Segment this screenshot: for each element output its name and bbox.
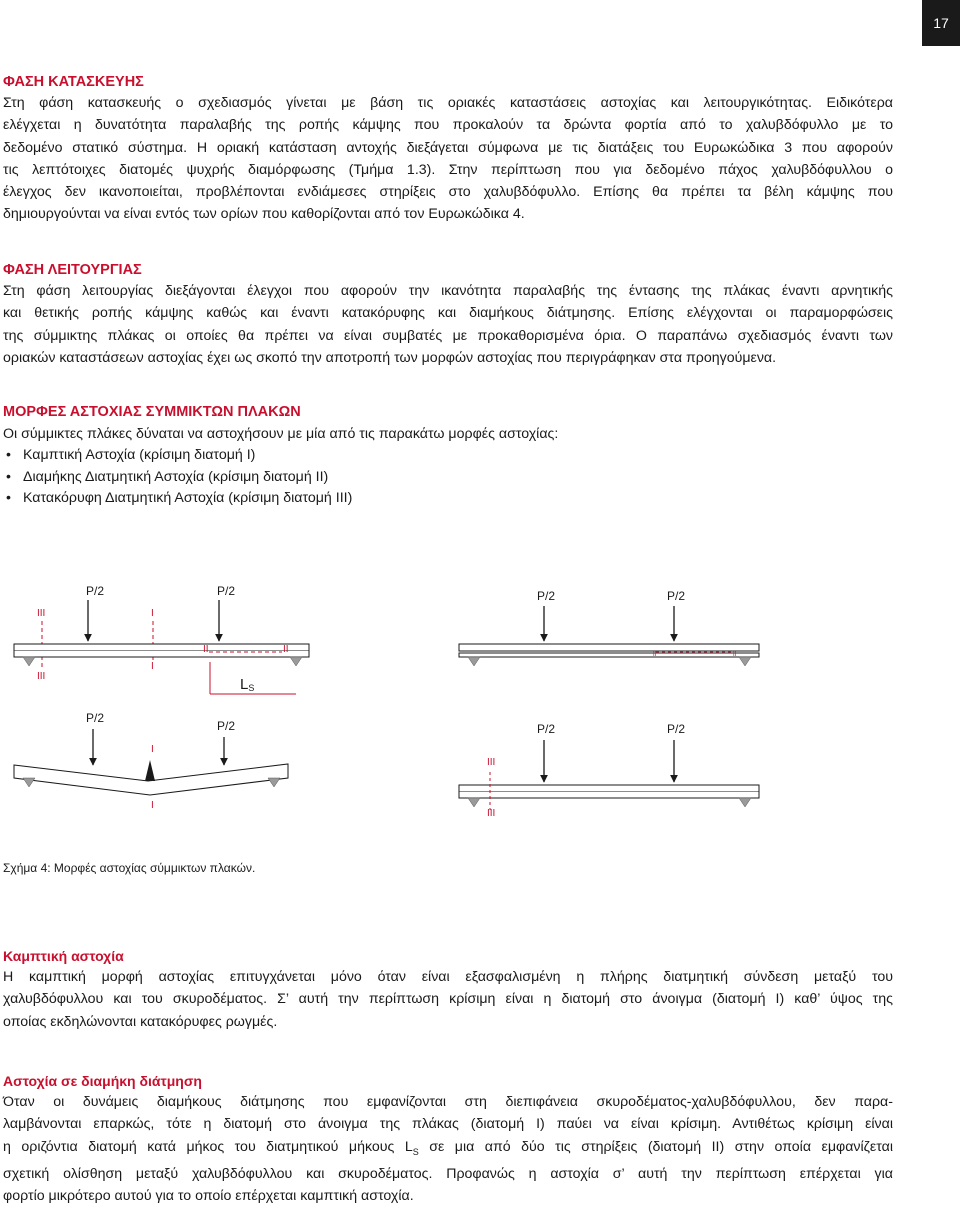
text-line: της σύμμικτης πλάκας οι οποίες θα πρέπει να είναι συμβατές με προκαθορισμένα όρια. Ο παραπάνω σχεδιασμός έναντι των [3, 327, 893, 344]
load-label: P/2 [217, 584, 236, 598]
text-line: τις λεπτότοιχες διατομές ψυχρής διαμόρφωσης (Τμήμα 1.3). Στην περίπτωση που για δεδομένο πάχος χαλυβδόφυλλου ο [3, 161, 893, 178]
text-line: χαλυβδόφυλλου και του σκυροδέματος. Σ’ αυτή την περίπτωση κρίσιμη είναι η διατομή στο άνοιγμα (διατομή Ι) καθ’ ύψος της [3, 991, 893, 1008]
section-label-i: I [151, 744, 154, 755]
section-label-iii: III [487, 808, 496, 819]
support [468, 657, 480, 666]
text-line: οριακών καταστάσεων αστοχίας έχει ως σκοπό την αποτροπή των μορφών αστοχίας που περιγράφηκαν στα προηγούμενα. [3, 349, 777, 366]
slab-upper [459, 644, 759, 651]
section-title-construction: ΦΑΣΗ ΚΑΤΑΣΚΕΥΗΣ [3, 74, 144, 90]
load-label: P/2 [217, 719, 236, 733]
support [290, 657, 302, 666]
section-title-failure-modes: ΜΟΡΦΕΣ ΑΣΤΟΧΙΑΣ ΣΥΜΜΙΚΤΩΝ ΠΛΑΚΩΝ [3, 404, 301, 420]
section-label-ii: II [203, 644, 209, 655]
section-label-ii: II [653, 652, 657, 658]
load-label: P/2 [537, 722, 556, 736]
support [23, 778, 35, 787]
text-line: δημιουργούνται να είναι εντός των ορίων που καθορίζονται από τον Ευρωκώδικα 4. [3, 206, 525, 223]
section-label-i: I [151, 800, 154, 811]
list-item: • Καμπτική Αστοχία (κρίσιμη διατομή Ι) [3, 445, 352, 467]
figure-caption: Σχήμα 4: Μορφές αστοχίας σύμμικτων πλακών. [3, 861, 256, 875]
diagram-critical-sections [14, 584, 309, 694]
text-line: ελέγχεται η δυνατότητα παραλαβής της ροπής κάμψης που προκαλούν τα δρώντα φορτία από το χαλυβδόφυλλο με το [3, 117, 893, 134]
support [739, 798, 751, 807]
section-title-longitudinal-shear: Αστοχία σε διαμήκη διάτμηση [3, 1073, 202, 1089]
flexural-crack [145, 760, 155, 781]
section-label-iii: III [37, 608, 46, 619]
text-line: Στη φάση κατασκευής ο σχεδιασμός γίνεται με βάση τις οριακές καταστάσεις αστοχίας και λειτουργικότητας. Ειδικότερα [3, 95, 893, 111]
load-label: P/2 [667, 589, 686, 603]
list-item: • Διαμήκης Διατμητική Αστοχία (κρίσιμη διατομή ΙΙ) [3, 467, 352, 489]
shear-span-label: LS [240, 676, 255, 693]
section-label-ii: II [733, 652, 737, 658]
support [468, 798, 480, 807]
page-number: 17 [922, 0, 960, 46]
text-line: Στη φάση λειτουργίας διεξάγονται έλεγχοι που αφορούν την ικανότητα παραλαβής της έντασης της πλάκας έναντι αρνητικής [3, 283, 893, 299]
text-line: δεδομένο στατικό σύστημα. Η οριακή κατάσταση αντοχής διεξάγεται σύμφωνα με τις διατάξεις του Ευρωκώδικα 3 που αφορούν [3, 139, 893, 156]
diagram-longitudinal-shear [459, 589, 759, 666]
load-label: P/2 [86, 711, 105, 725]
text-line: σχετική ολίσθηση μεταξύ χαλυβδόφυλλου και σκυροδέματος. Προφανώς η αστοχία σ’ αυτή την περίπτωση επέρχεται για [3, 1165, 893, 1182]
section-label-ii: II [283, 644, 289, 655]
section-label-iii: III [487, 757, 496, 768]
section-title-flexural: Καμπτική αστοχία [3, 948, 124, 964]
text-line: η οριζόντια διατομή κατά μήκος του διατμητικού μήκους $L_S$ σε μια από δύο τις στηρίξεις (διατομή ΙΙ) στην οποία εμφανίζεται [3, 1138, 893, 1157]
section-label-i: I [151, 661, 154, 672]
text-line: λαμβάνονται επαρκώς, τότε η διατομή στο άνοιγμα της πλάκας (διατομή Ι) παύει να είναι κρίσιμη. Αντιθέτως κρίσιμη είναι [3, 1116, 893, 1133]
diagram-vertical-shear [459, 722, 759, 819]
steel-sheet-slipped [459, 653, 759, 657]
text-line: φορτίο μικρότερο αυτού για το οποίο επέρχεται καμπτική αστοχία. [3, 1188, 414, 1205]
text-line: Η καμπτική μορφή αστοχίας επιτυγχάνεται μόνο όταν είναι εξασφαλισμένη η πλήρης διατμητική σύνδεση μεταξύ του [3, 969, 893, 985]
text-line: Οι σύμμικτες πλάκες δύναται να αστοχήσουν με μία από τις παρακάτω μορφές αστοχίας: [3, 426, 559, 442]
paragraph-flexural [3, 966, 893, 1033]
text-line: έλεγχος δεν ικανοποιείται, προβλέπονται ενδιάμεσες στηρίξεις στο χαλυβδόφυλλο. Επίσης θα πρέπει τα βέλη κάμψης που [3, 184, 893, 201]
text-line: Όταν οι δυνάμεις διαμήκους διάτμησης που εμφανίζονται στη διεπιφάνεια σκυροδέματος-χαλυβδόφυλλου, δεν παρα- [3, 1094, 893, 1110]
section-label-iii: III [37, 671, 46, 682]
support [739, 657, 751, 666]
support [268, 778, 280, 787]
load-label: P/2 [667, 722, 686, 736]
paragraph-longitudinal-shear [3, 1091, 893, 1207]
text-line: οποίας εκδηλώνονται κατακόρυφες ρωγμές. [3, 1013, 278, 1030]
diagram-flexural-failure [14, 711, 288, 811]
load-label: P/2 [537, 589, 556, 603]
section-title-operation: ΦΑΣΗ ΛΕΙΤΟΥΡΓΙΑΣ [3, 262, 142, 278]
list-item: • Κατακόρυφη Διατμητική Αστοχία (κρίσιμη διατομή ΙΙΙ) [3, 488, 352, 510]
load-label: P/2 [86, 584, 105, 598]
support [23, 657, 35, 666]
text-line: και θετικής ροπής κάμψης καθώς και έναντι κατακόρυφης και διαμήκους διάτμησης. Επίσης ελέγχονται οι παραμορφώσεις [3, 305, 893, 322]
section-label-i: I [151, 608, 154, 619]
